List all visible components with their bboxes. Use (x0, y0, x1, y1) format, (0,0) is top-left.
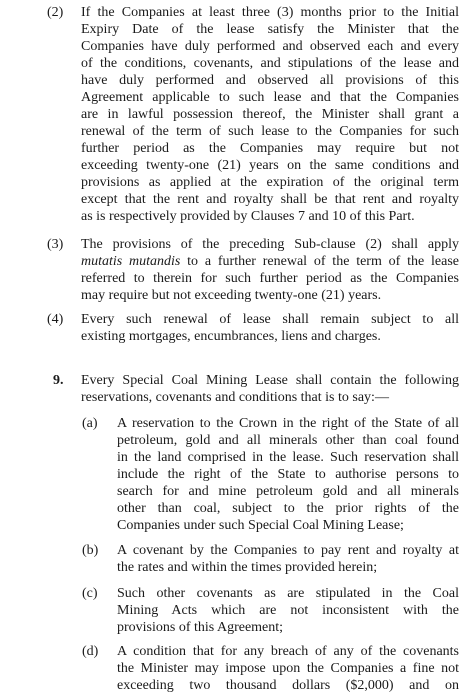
text-line: Companies have duly performed and observed each and every (81, 39, 459, 54)
subclause-2-number: (2) (47, 5, 64, 20)
text-line: renewal of the term of such lease to the Companies for such (81, 124, 459, 139)
clause-9-text (81, 372, 459, 406)
text-line: exceeding two thousand dollars ($2,000) and on (117, 678, 459, 693)
subclause-3-number: (3) (47, 237, 64, 252)
text-line (81, 253, 459, 270)
subclause-4-number: (4) (47, 312, 64, 327)
text-line: of the conditions, covenants, and stipulations of the lease and (81, 56, 459, 71)
paragraph-c-text (117, 585, 459, 636)
latin-phrase: mutatis mutandis (81, 254, 181, 269)
subclause-3 (0, 236, 465, 306)
text-line: except that the rent and royalty shall be that rent and royalty (81, 192, 459, 207)
text-line: include the right of the State to authorise persons to (117, 467, 459, 482)
text-line: Every such renewal of lease shall remain subject to all (81, 312, 459, 327)
text-line: have duly performed and observed all provisions of this (81, 73, 459, 88)
text-line: search for and mine petroleum gold and all minerals (117, 484, 459, 499)
text-line: petroleum, gold and all minerals other than coal found (117, 433, 459, 448)
subclause-2 (0, 4, 465, 229)
text-fragment: to a further renewal of the term of the lease (180, 254, 459, 269)
text-line: reservations, covenants and conditions that is to say:— (81, 390, 389, 405)
paragraph-c-label: (c) (82, 586, 98, 601)
text-line: provisions as applied at the expiration of the original term (81, 175, 459, 190)
text-line: as is respectively provided by Clauses 7 and 10 of this Part. (81, 209, 415, 224)
paragraph-b-text (117, 542, 459, 576)
text-line: If the Companies at least three (3) months prior to the Initial (81, 5, 459, 20)
text-line: may require but not exceeding twenty-one (21) years. (81, 288, 382, 303)
text-line: A covenant by the Companies to pay rent and royalty at (117, 543, 459, 558)
paragraph-d-text (117, 643, 459, 694)
text-line: are in lawful possession thereof, the Minister shall grant a (81, 107, 459, 122)
text-line: further period as the Companies may require but not (81, 141, 459, 156)
text-line: The provisions of the preceding Sub-clause (2) shall apply (81, 237, 459, 252)
clause-9 (0, 372, 465, 408)
text-line: A condition that for any breach of any of the covenants (117, 644, 459, 659)
paragraph-b-label: (b) (82, 543, 99, 558)
text-line: Expiry Date of the lease satisfy the Minister that the (81, 22, 459, 37)
text-line: in the land comprised in the lease. Such reservation shall (117, 450, 459, 465)
text-line: the Minister may impose upon the Companies a fine not (117, 661, 459, 676)
clause-9-number: 9. (53, 373, 64, 388)
text-line: Mining Acts which are not inconsistent with the (117, 603, 459, 618)
text-line: exceeding twenty-one (21) years on the same conditions and (81, 158, 459, 173)
subclause-2-text (81, 4, 459, 225)
paragraph-a-text (117, 415, 459, 534)
text-line: Agreement applicable to such lease and that the Companies (81, 90, 459, 105)
text-line: provisions of this Agreement; (117, 620, 284, 635)
text-line: other than coal, subject to the prior rights of the (117, 501, 459, 516)
text-line: A reservation to the Crown in the right of the State of all (117, 416, 459, 431)
paragraph-a-label: (a) (82, 416, 98, 431)
subclause-4-text (81, 311, 459, 345)
text-line: Such other covenants as are stipulated in the Coal (117, 586, 459, 601)
text-line: Every Special Coal Mining Lease shall contain the following (81, 373, 459, 388)
paragraph-b (0, 542, 465, 578)
paragraph-c (0, 585, 465, 638)
text-line: existing mortgages, encumbrances, liens and charges. (81, 329, 381, 344)
subclause-3-text (81, 236, 459, 304)
paragraph-d (0, 643, 465, 696)
paragraph-a (0, 415, 465, 537)
text-line: Companies under such Special Coal Mining Lease; (117, 518, 404, 533)
subclause-4 (0, 311, 465, 347)
text-line: the rates and within the times provided herein; (117, 560, 378, 575)
paragraph-d-label: (d) (82, 644, 99, 659)
text-line: referred to therein for such further period as the Companies (81, 271, 459, 286)
